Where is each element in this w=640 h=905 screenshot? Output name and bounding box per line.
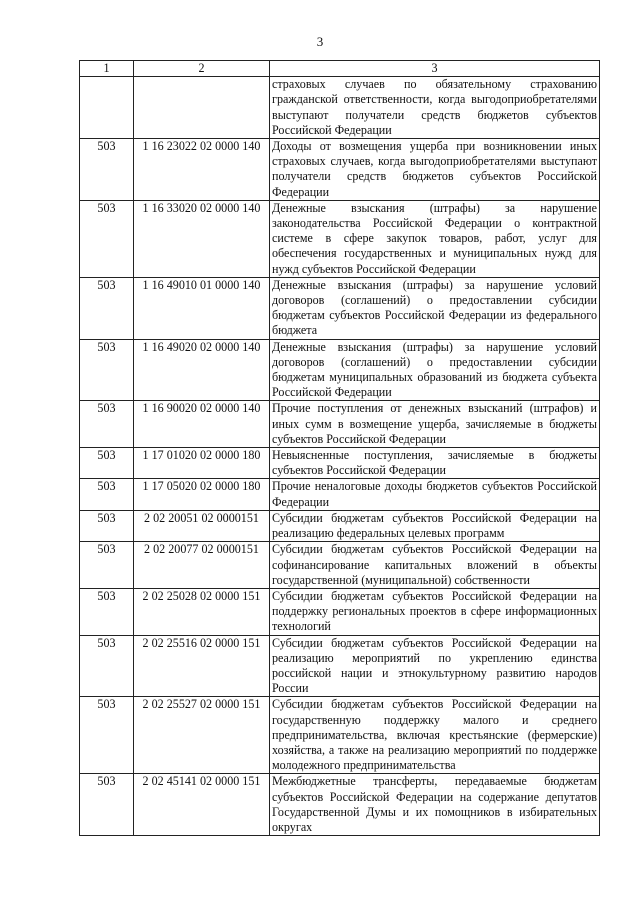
admin-code-cell: 503 [80, 277, 134, 339]
revenue-name-cell: Субсидии бюджетам субъектов Российской Федерации на реализацию мероприятий по укреплению единства российской нации и этнокультурному развитию народов России [270, 635, 600, 697]
budget-classification-code-cell: 2 02 20051 02 0000151 [134, 510, 270, 541]
budget-classification-code-cell: 1 16 49010 01 0000 140 [134, 277, 270, 339]
revenue-name-cell: страховых случаев по обязательному страхованию гражданской ответственности, когда выгодоприобретателями выступают получатели средств бюджетов субъектов Российской Федерации [270, 77, 600, 139]
revenue-name-cell: Денежные взыскания (штрафы) за нарушение условий договоров (соглашений) о предоставлении субсидии бюджетам субъектов Российской Федерации из федерального бюджета [270, 277, 600, 339]
table-row [80, 479, 600, 510]
budget-classification-code-cell: 1 16 90020 02 0000 140 [134, 401, 270, 448]
budget-classification-code-cell: 1 16 23022 02 0000 140 [134, 139, 270, 201]
admin-code-cell: 503 [80, 200, 134, 277]
table-row [80, 510, 600, 541]
revenue-name-cell: Невыясненные поступления, зачисляемые в бюджеты субъектов Российской Федерации [270, 448, 600, 479]
table-body [80, 77, 600, 836]
admin-code-cell [80, 77, 134, 139]
admin-code-cell: 503 [80, 697, 134, 774]
table-row [80, 200, 600, 277]
revenue-name-cell: Прочие неналоговые доходы бюджетов субъектов Российской Федерации [270, 479, 600, 510]
table-row [80, 339, 600, 401]
budget-classification-code-cell: 1 17 05020 02 0000 180 [134, 479, 270, 510]
budget-classification-code-cell: 2 02 25527 02 0000 151 [134, 697, 270, 774]
admin-code-cell: 503 [80, 588, 134, 635]
table-row [80, 588, 600, 635]
revenue-name-cell: Прочие поступления от денежных взысканий (штрафов) и иных сумм в возмещение ущерба, зачисляемые в бюджеты субъектов Российской Федерации [270, 401, 600, 448]
revenue-name-cell: Денежные взыскания (штрафы) за нарушение условий договоров (соглашений) о предоставлении субсидии бюджетам муниципальных образований из бюджета субъекта Российской Федерации [270, 339, 600, 401]
budget-classification-code-cell: 1 16 33020 02 0000 140 [134, 200, 270, 277]
table-row [80, 697, 600, 774]
column-header-3: 3 [270, 61, 600, 77]
admin-code-cell: 503 [80, 510, 134, 541]
revenue-name-cell: Доходы от возмещения ущерба при возникновении иных страховых случаев, когда выгодоприобретателями выступают получатели средств бюджетов субъектов Российской Федерации [270, 139, 600, 201]
budget-classification-code-cell: 2 02 25516 02 0000 151 [134, 635, 270, 697]
revenue-name-cell: Межбюджетные трансферты, передаваемые бюджетам субъектов Российской Федерации на содержание депутатов Государственной Думы и их помощников в избирательных округах [270, 774, 600, 836]
budget-classification-code-cell [134, 77, 270, 139]
budget-classification-code-cell: 2 02 45141 02 0000 151 [134, 774, 270, 836]
revenue-name-cell: Субсидии бюджетам субъектов Российской Федерации на государственную поддержку малого и среднего предпринимательства, включая крестьянские (фермерские) хозяйства, а также на реализацию мероприятий по поддержке молодежного предпринимательства [270, 697, 600, 774]
column-header-2: 2 [134, 61, 270, 77]
admin-code-cell: 503 [80, 139, 134, 201]
budget-revenue-table [79, 60, 600, 836]
admin-code-cell: 503 [80, 774, 134, 836]
budget-classification-code-cell: 2 02 25028 02 0000 151 [134, 588, 270, 635]
revenue-name-cell: Субсидии бюджетам субъектов Российской Федерации на реализацию федеральных целевых программ [270, 510, 600, 541]
budget-classification-code-cell: 2 02 20077 02 0000151 [134, 542, 270, 589]
admin-code-cell: 503 [80, 635, 134, 697]
table-row [80, 277, 600, 339]
table-row [80, 448, 600, 479]
budget-classification-code-cell: 1 17 01020 02 0000 180 [134, 448, 270, 479]
budget-classification-code-cell: 1 16 49020 02 0000 140 [134, 339, 270, 401]
admin-code-cell: 503 [80, 401, 134, 448]
revenue-name-cell: Субсидии бюджетам субъектов Российской Федерации на поддержку региональных проектов в сфере информационных технологий [270, 588, 600, 635]
revenue-name-cell: Денежные взыскания (штрафы) за нарушение законодательства Российской Федерации о контрактной системе в сфере закупок товаров, работ, услуг для обеспечения государственных и муниципальных нужд для нужд субъектов Российской Федерации [270, 200, 600, 277]
page-number: 3 [316, 34, 324, 49]
table-row [80, 77, 600, 139]
column-header-1: 1 [80, 61, 134, 77]
table-row [80, 401, 600, 448]
admin-code-cell: 503 [80, 542, 134, 589]
table-row [80, 139, 600, 201]
admin-code-cell: 503 [80, 339, 134, 401]
table-header-row [80, 61, 600, 77]
revenue-name-cell: Субсидии бюджетам субъектов Российской Федерации на софинансирование капитальных вложений в объекты государственной (муниципальной) собственности [270, 542, 600, 589]
admin-code-cell: 503 [80, 448, 134, 479]
table-row [80, 635, 600, 697]
table-row [80, 542, 600, 589]
table-row [80, 774, 600, 836]
admin-code-cell: 503 [80, 479, 134, 510]
